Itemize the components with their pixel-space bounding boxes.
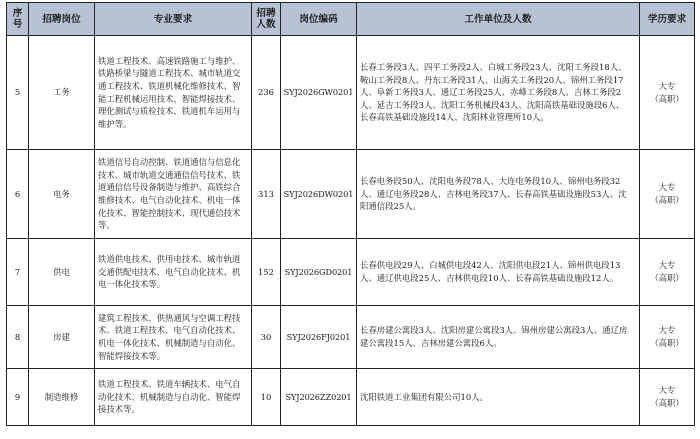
position-cell: 供电 [29,239,95,306]
position-cell: 房建 [29,306,95,369]
education-cell [640,36,695,150]
header-position: 招聘岗位 [29,3,95,36]
education-cell [640,150,695,239]
header-count: 招聘人数 [252,3,281,36]
table-row [7,369,695,426]
major-cell: 铁道信号自动控制、铁道通信与信息化技术、城市轨道交通通信信号技术、铁道通信信号设备制造与维护、高铁综合维修技术、电气自动化技术、机电一体化技术、智能控制技术、现代通信技术等。 [95,150,252,239]
major-cell: 铁道工程技术、铁道车辆技术、电气自动化技术、机械制造与自动化、智能焊接技术等。 [95,369,252,426]
code-cell: SYJ2026FJ0201 [281,306,357,369]
education-type: （高职） [650,338,684,348]
major-cell: 铁道供电技术、供用电技术、城市轨道交通供配电技术、电气自动化技术、机电一体化技术等。 [95,239,252,306]
count-cell: 313 [252,150,281,239]
recruitment-table [6,2,695,426]
education-level: 大专 [658,182,676,193]
units-cell: 长春工务段3人、四平工务段2人、白城工务段23人、沈阳工务段18人、鞍山工务段8人、丹东工务段31人、山海关工务段20人、锦州工务段17人、阜新工务段3人、通辽工务段25人、赤峰工务段8人、吉林工务段2人、延吉工务段3人、沈阳工务机械段43人、沈阳高铁基础设施段6人、长春高铁基础设施段14人、沈阳林业管理所10人。 [357,36,640,150]
education-type: （高职） [650,93,684,104]
table-row [7,36,695,150]
header-units: 工作单位及人数 [357,3,640,36]
education-cell [640,239,695,306]
count-cell: 152 [252,239,281,306]
education-level: 大专 [658,385,676,396]
seq-cell: 5 [7,36,29,150]
header-education: 学历要求 [640,3,695,36]
code-cell: SYJ2026GD0201 [281,239,357,306]
position-cell: 制造维修 [29,369,95,426]
count-cell: 10 [252,369,281,426]
units-cell: 长春供电段29人、白城供电段42人、沈阳供电段21人、锦州供电段13人、通辽供电段25人、吉林供电段10人、长春高铁基础设施段12人。 [357,239,640,306]
seq-cell: 6 [7,150,29,239]
code-cell: SYJ2026GW0201 [281,36,357,150]
position-cell: 电务 [29,150,95,239]
position-cell: 工务 [29,36,95,150]
education-level: 大专 [658,325,676,336]
table-row [7,306,695,369]
education-type: （高职） [650,273,684,283]
count-cell: 236 [252,36,281,150]
table-row [7,239,695,306]
education-level: 大专 [658,260,676,271]
seq-cell: 7 [7,239,29,306]
header-major: 专业要求 [95,3,252,36]
seq-cell: 9 [7,369,29,426]
education-level: 大专 [658,80,676,91]
table-header-row [7,3,695,36]
header-code: 岗位编码 [281,3,357,36]
code-cell: SYJ2026ZZ0201 [281,369,357,426]
major-cell: 铁道工程技术、高速铁路施工与维护、铁路桥梁与隧道工程技术、城市轨道交通工程技术、铁道机械化维修技术、智能工程机械运用技术、智能焊接技术、理化测试与质检技术、铁道机车运用与维护等。 [95,36,252,150]
header-seq: 序号 [7,3,29,36]
count-cell: 30 [252,306,281,369]
units-cell: 长春电务段50人、沈阳电务段78人、大连电务段10人、锦州电务段32人、通辽电务段28人、吉林电务段37人、长春高铁基础设施段53人、沈阳通信段25人。 [357,150,640,239]
education-type: （高职） [650,195,684,205]
table-row [7,150,695,239]
units-cell: 长春房建公寓段3人、沈阳房建公寓段3人、锦州房建公寓段3人、通辽房建公寓段15人、吉林房建公寓段6人。 [357,306,640,369]
major-cell: 建筑工程技术、供热通风与空调工程技术、铁道工程技术、电气自动化技术、机电一体化技术、机械制造与自动化、智能焊接技术等。 [95,306,252,369]
education-cell [640,306,695,369]
education-cell [640,369,695,426]
seq-cell: 8 [7,306,29,369]
education-type: （高职） [650,398,684,408]
code-cell: SYJ2026DW0201 [281,150,357,239]
units-cell: 沈阳铁道工业集团有限公司10人。 [357,369,640,426]
